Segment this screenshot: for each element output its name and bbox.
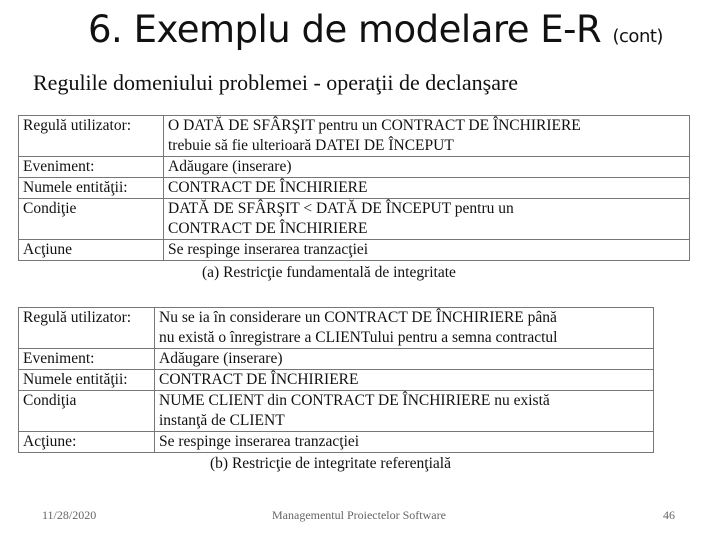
action-value: Se respinge inserarea tranzacţiei <box>155 432 654 453</box>
table-row <box>19 391 654 432</box>
condition-value <box>164 199 690 240</box>
rule-value-line: Nu se ia în considerare un CONTRACT DE ÎNCHIRIERE până <box>159 309 557 326</box>
table-row <box>19 370 654 391</box>
table-row <box>19 199 690 240</box>
condition-value <box>155 391 654 432</box>
action-label: Acţiune: <box>19 432 155 453</box>
table-a-caption: (a) Restricţie fundamentală de integritate <box>202 264 456 281</box>
slide-title <box>88 8 663 51</box>
rule-value-line: O DATĂ DE SFÂRŞIT pentru un CONTRACT DE ÎNCHIRIERE <box>168 117 581 134</box>
event-label: Eveniment: <box>19 349 155 370</box>
slide-subtitle: Regulile domeniului problemei - operaţii de declanşare <box>33 70 519 95</box>
integrity-rule-table-b <box>18 307 654 453</box>
table-row <box>19 308 654 349</box>
rule-label: Regulă utilizator: <box>19 308 155 349</box>
event-label: Eveniment: <box>19 157 164 178</box>
integrity-rule-table-a <box>18 115 690 261</box>
table-row <box>19 178 690 199</box>
entity-label: Numele entităţii: <box>19 370 155 391</box>
rule-value <box>155 308 654 349</box>
action-label: Acţiune <box>19 240 164 261</box>
condition-label: Condiţie <box>19 199 164 240</box>
action-value: Se respinge inserarea tranzacţiei <box>164 240 690 261</box>
entity-label: Numele entităţii: <box>19 178 164 199</box>
table-row <box>19 116 690 157</box>
rule-value-line: trebuie să fie ulterioară DATEI DE ÎNCEPUT <box>168 137 454 154</box>
slide-title-suffix: (cont) <box>612 26 663 47</box>
entity-value: CONTRACT DE ÎNCHIRIERE <box>155 370 654 391</box>
event-value: Adăugare (inserare) <box>155 349 654 370</box>
condition-value-line: NUME CLIENT din CONTRACT DE ÎNCHIRIERE nu există <box>159 392 550 409</box>
rule-value <box>164 116 690 157</box>
table-row <box>19 240 690 261</box>
condition-value-line: DATĂ DE SFÂRŞIT < DATĂ DE ÎNCEPUT pentru un <box>168 200 514 217</box>
table-row <box>19 349 654 370</box>
table-b-caption: (b) Restricţie de integritate referenţială <box>210 455 451 472</box>
footer-date: 11/28/2020 <box>42 508 97 522</box>
event-value: Adăugare (inserare) <box>164 157 690 178</box>
table-row <box>19 157 690 178</box>
condition-label: Condiţia <box>19 391 155 432</box>
footer-page-number: 46 <box>663 508 675 522</box>
rule-label: Regulă utilizator: <box>19 116 164 157</box>
condition-value-line: CONTRACT DE ÎNCHIRIERE <box>168 220 368 237</box>
rule-value-line: nu există o înregistrare a CLIENTului pentru a semna contractul <box>159 329 558 346</box>
condition-value-line: instanţă de CLIENT <box>159 412 285 429</box>
footer-course: Managementul Proiectelor Software <box>272 508 446 522</box>
table-row <box>19 432 654 453</box>
slide-title-text: 6. Exemplu de modelare E-R <box>88 8 602 51</box>
entity-value: CONTRACT DE ÎNCHIRIERE <box>164 178 690 199</box>
